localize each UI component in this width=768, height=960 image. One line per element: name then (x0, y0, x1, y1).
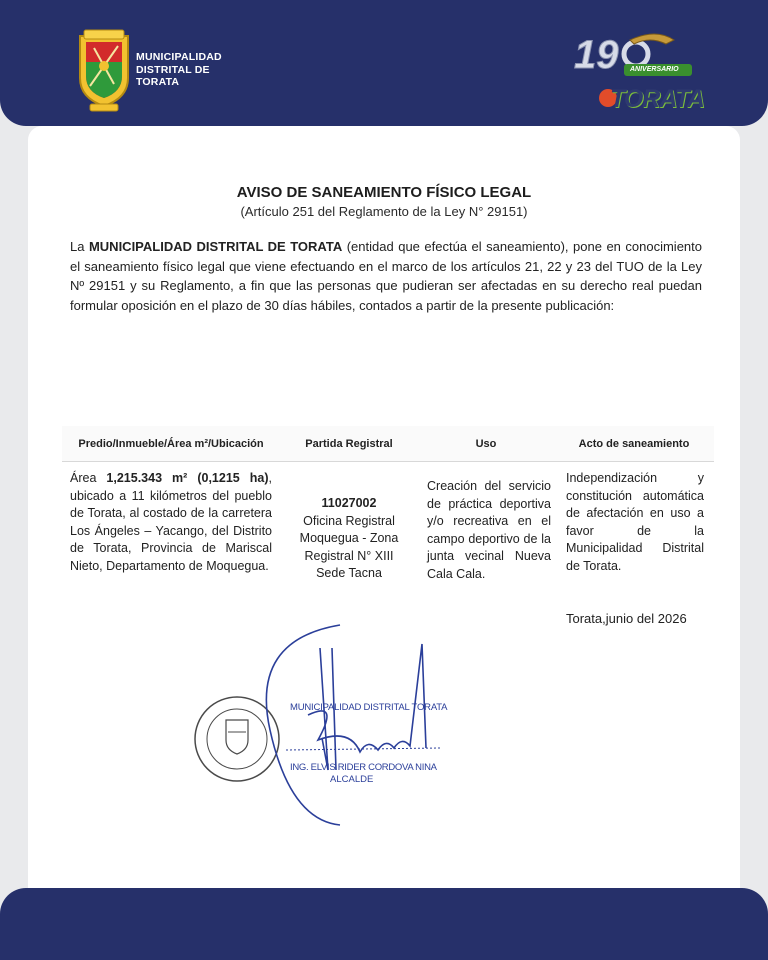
mayor-signature (190, 620, 460, 840)
area-value: 1,215.343 m² (0,1215 ha) (106, 471, 269, 485)
footer-bar (0, 888, 768, 960)
stamp-line-1: MUNICIPALIDAD DISTRITAL TORATA (290, 702, 448, 713)
area-prefix: Área (70, 471, 107, 485)
anniversary-word: ANIVERSARIO (630, 66, 679, 73)
intro-body: (entidad que efectúa el saneamiento), pone en conocimiento el saneamiento físico legal que viene efectuando en el marco de los artículos 21, 22 y 23 del TUO de la Ley Nº 29151 y su Reglamento, a fin que las personas que pudieran ser afectadas en su derecho real puedan formular oposición en el plazo de 30 días hábiles, contados a partir de la presente publicación: (70, 239, 702, 313)
table-header-uso: Uso (418, 426, 554, 462)
municipality-crest-logo (76, 26, 132, 112)
svg-text:19: 19 (574, 33, 619, 77)
intro-entity: MUNICIPALIDAD DISTRITAL DE TORATA (88, 239, 343, 254)
municipality-name-line1: MUNICIPALIDAD (136, 51, 222, 63)
notice-intro-paragraph (70, 237, 702, 315)
table-cell-partida (290, 495, 408, 583)
table-header-partida: Partida Registral (280, 426, 418, 462)
notice-subtitle: (Artículo 251 del Reglamento de la Ley N° 29151) (240, 204, 528, 219)
area-location: , ubicado a 11 kilómetros del pueblo de Torata, al costado de la carretera Los Ángeles – Yacango, del Distrito de Torata, Provincia de Mariscal Nieto, Departamento de Moquegua. (70, 471, 272, 573)
notice-title: AVISO DE SANEAMIENTO FÍSICO LEGAL (236, 184, 532, 201)
intro-prefix: La (70, 239, 89, 254)
notice-date: Torata,junio del 2026 (566, 611, 687, 626)
municipality-name (136, 51, 222, 89)
table-cell-acto: Independización y constitución automática de afectación en uso a favor de la Municipalidad Distrital de Torata. (566, 471, 704, 573)
table-cell-uso: Creación del servicio de práctica deportiva y/o recreativa en el campo deportivo de la junta vecinal Nueva Cala Cala. (427, 479, 551, 581)
municipality-name-line3: TORATA (136, 76, 180, 88)
table-header-acto: Acto de saneamiento (554, 426, 714, 462)
stamp-line-3: ALCALDE (330, 774, 374, 785)
municipality-name-line2: DISTRITAL DE (136, 63, 210, 76)
table-header-predio: Predio/Inmueble/Área m²/Ubicación (62, 426, 280, 462)
stamp-line-2: ING. ELVIS RIDER CORDOVA NINA (290, 762, 437, 773)
partida-number: 11027002 (321, 496, 377, 510)
partida-office: Oficina Registral Moquegua - Zona Registral N° XIII Sede Tacna (299, 513, 399, 580)
anniversary-name: TORATA (610, 85, 704, 113)
table-cell-predio (70, 470, 272, 575)
